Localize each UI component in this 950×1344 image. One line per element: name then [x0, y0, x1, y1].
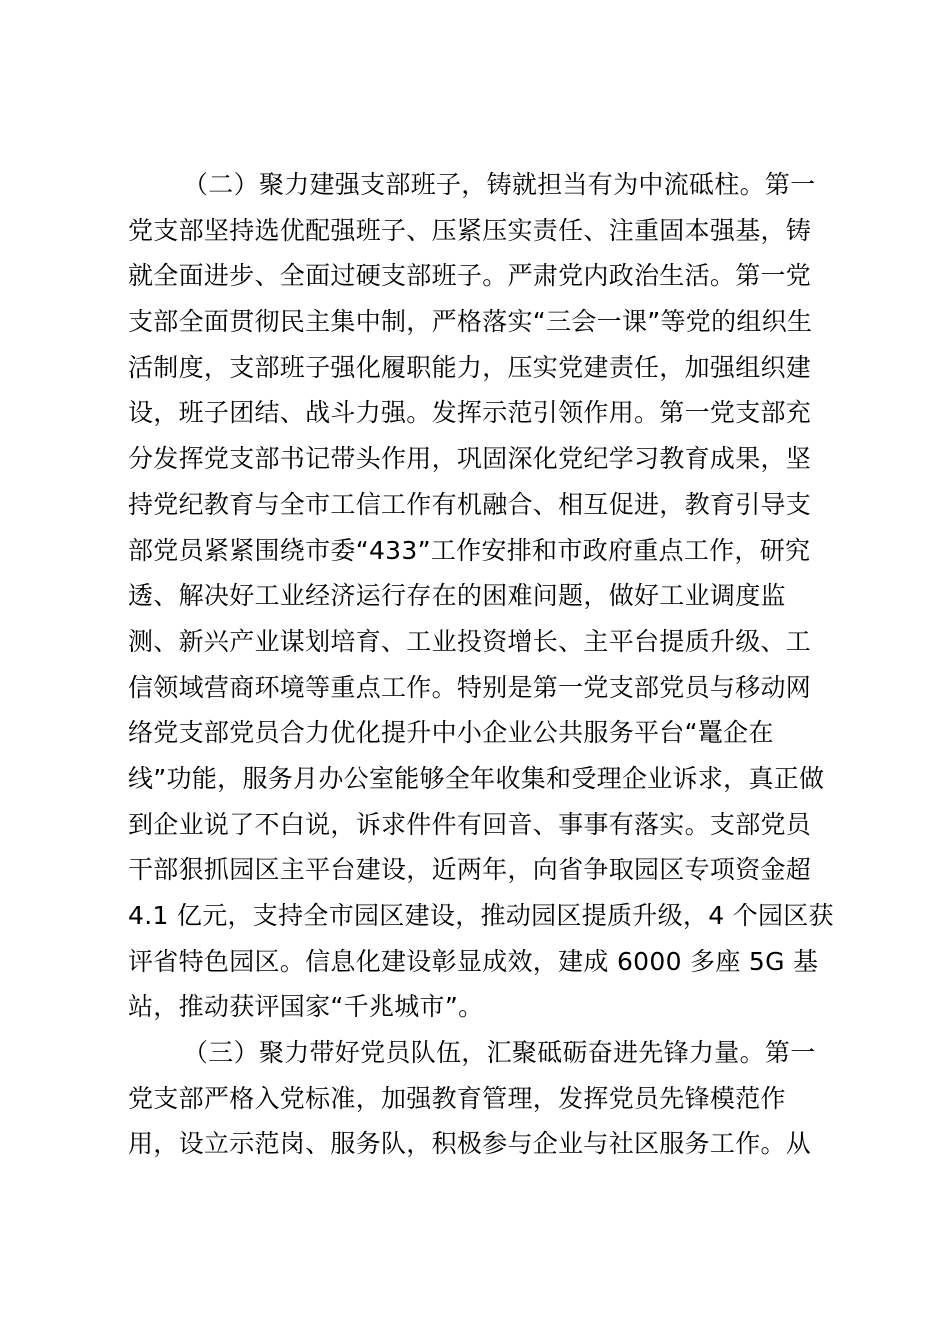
text-line: 线”功能，服务月办公室能够全年收集和受理企业诉求，真正做 — [128, 763, 825, 793]
text-line: 分发挥党支部书记带头作用，巩固深化党纪学习教育成果，坚 — [128, 444, 812, 474]
text-line: 到企业说了不白说，诉求件件有回音、事事有落实。支部党员 — [128, 809, 812, 839]
text-line: 活制度，支部班子强化履职能力，压实党建责任，加强组织建 — [128, 352, 812, 382]
text-line: 络党支部党员合力优化提升中小企业公共服务平台“鼍企在 — [128, 718, 774, 748]
text-line: 4.1 亿元，支持全市园区建设，推动园区提质升级，4 个园区获 — [128, 901, 834, 930]
text-line: 党支部严格入党标准，加强教育管理，发挥党员先锋模范作 — [128, 1083, 786, 1113]
text-line: 信领域营商环境等重点工作。特别是第一党支部党员与移动网 — [128, 672, 812, 702]
text-line: 干部狠抓园区主平台建设，近两年，向省争取园区专项资金超 — [128, 855, 812, 885]
text-line: 就全面进步、全面过硬支部班子。严肃党内政治生活。第一党 — [128, 261, 812, 291]
paragraph-3-heading-line: （三）聚力带好党员队伍，汇聚砥砺奋进先锋力量。第一 — [183, 1038, 816, 1068]
body-text — [128, 162, 834, 1167]
text-line: 透、解决好工业经济运行存在的困难问题，做好工业调度监 — [128, 581, 786, 611]
text-line: 部党员紧紧围绕市委“433”工作安排和市政府重点工作，研究 — [128, 535, 811, 565]
text-line: 用，设立示范岗、服务队，积极参与企业与社区服务工作。从 — [128, 1129, 812, 1159]
text-line: 测、新兴产业谋划培育、工业投资增长、主平台提质升级、工 — [128, 626, 812, 656]
text-line: 评省特色园区。信息化建设彰显成效，建成 6000 多座 5G 基 — [128, 946, 819, 976]
text-line: 持党纪教育与全市工信工作有机融合、相互促进，教育引导支 — [128, 489, 812, 519]
text-line: 设，班子团结、战斗力强。发挥示范引领作用。第一党支部充 — [128, 398, 812, 428]
text-line: 站，推动获评国家“千兆城市”。 — [128, 992, 484, 1022]
text-line: 支部全面贯彻民主集中制，严格落实“三会一课”等党的组织生 — [128, 307, 813, 337]
paragraph-2-heading-line: （二）聚力建强支部班子，铸就担当有为中流砥柱。第一 — [183, 170, 816, 199]
text-line: 党支部坚持选优配强班子、压紧压实责任、注重固本强基，铸 — [128, 215, 812, 245]
